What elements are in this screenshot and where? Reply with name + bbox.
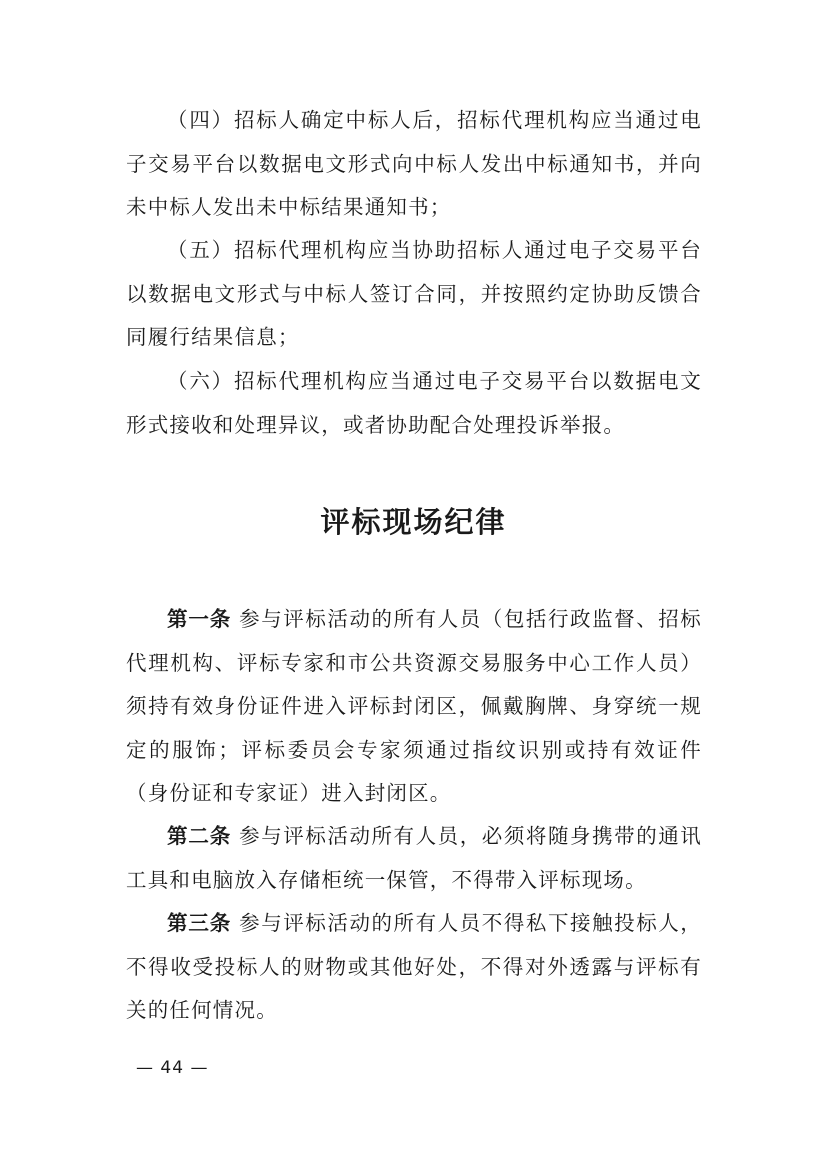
article-text: 参与评标活动所有人员，必须将随身携带的通讯工具和电脑放入存储柜统一保管，不得带入评标现场。: [126, 824, 703, 892]
page-number: — 44 —: [136, 1058, 209, 1078]
paragraph-item-6: [126, 360, 702, 447]
article-1: [126, 598, 702, 816]
article-2: [126, 815, 702, 902]
article-label: 第一条: [167, 607, 232, 631]
paragraph-text: （五）招标代理机构应当协助招标人通过电子交易平台以数据电文形式与中标人签订合同，并按照约定协助反馈合同履行结果信息；: [126, 238, 702, 349]
paragraph-item-4: [126, 99, 702, 230]
section-title: 评标现场纪律: [320, 505, 507, 539]
article-text: 参与评标活动的所有人员（包括行政监督、招标代理机构、评标专家和市公共资源交易服务中心工作人员）须持有效身份证件进入评标封闭区，佩戴胸牌、身穿统一规定的服饰；评标委员会专家须通过指纹识别或持有效证件（身份证和专家证）进入封闭区。: [126, 607, 703, 805]
paragraph-text: （四）招标人确定中标人后，招标代理机构应当通过电子交易平台以数据电文形式向中标人发出中标通知书，并向未中标人发出未中标结果通知书；: [126, 108, 702, 219]
article-3: [126, 902, 702, 1033]
paragraph-text: （六）招标代理机构应当通过电子交易平台以数据电文形式接收和处理异议，或者协助配合处理投诉举报。: [126, 369, 702, 437]
article-label: 第二条: [167, 824, 232, 848]
paragraph-item-5: [126, 229, 702, 360]
article-text: 参与评标活动的所有人员不得私下接触投标人，不得收受投标人的财物或其他好处，不得对外透露与评标有关的任何情况。: [126, 911, 703, 1022]
article-label: 第三条: [167, 911, 232, 935]
